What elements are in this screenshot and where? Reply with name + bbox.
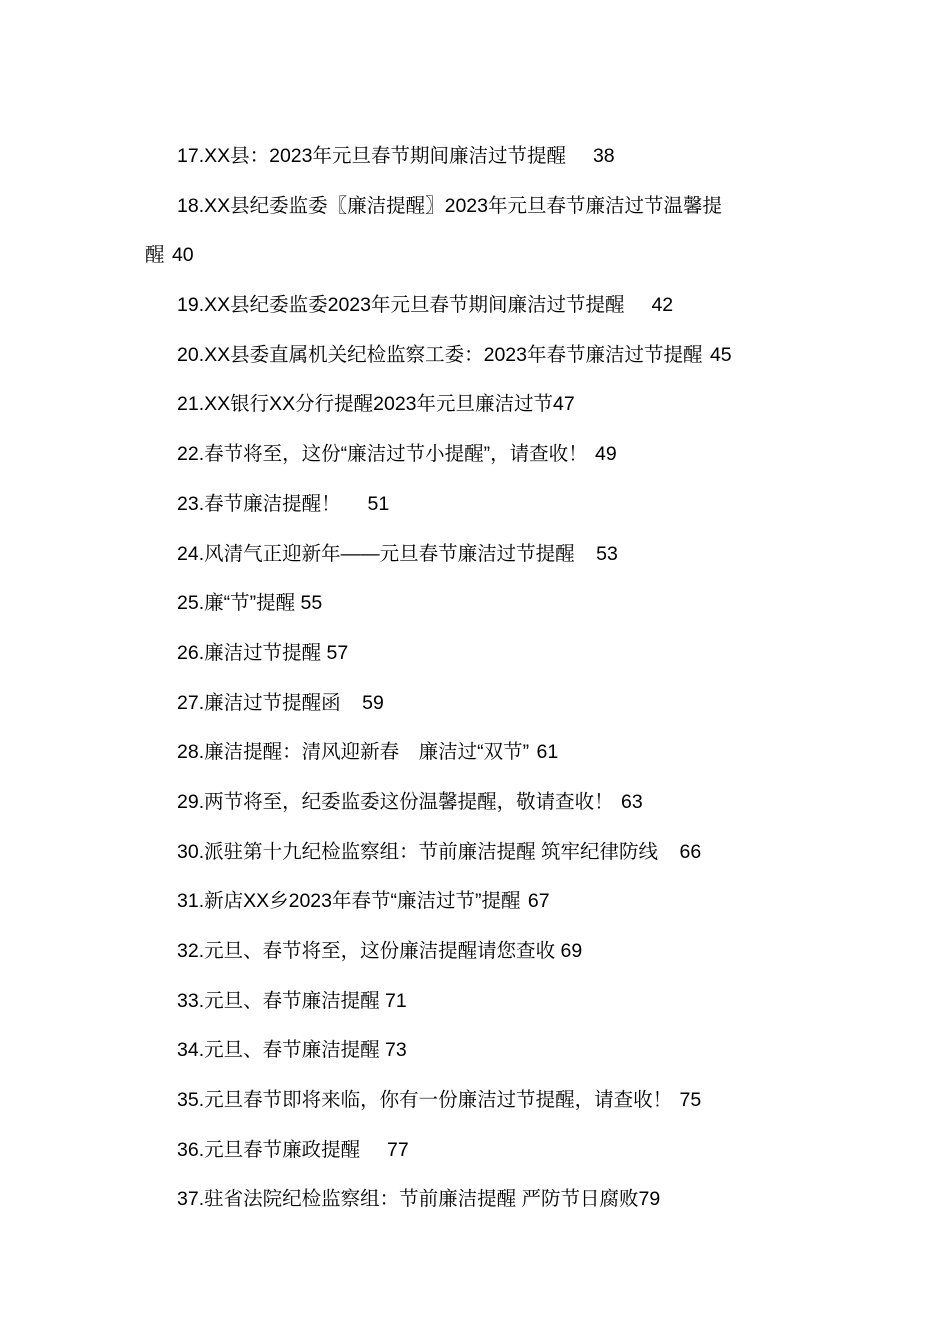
- toc-entry-title: 18.XX县纪委监委〖廉洁提醒〗2023年元旦春节廉洁过节温馨提: [177, 194, 723, 217]
- toc-entry-page: 75: [679, 1089, 702, 1112]
- toc-entry-page: 61: [536, 741, 559, 764]
- toc-entry-title: 17.XX县：2023年元旦春节期间廉洁过节提醒: [177, 145, 567, 167]
- toc-entry-26[interactable]: [145, 629, 815, 679]
- toc-entry-title: 23.春节廉洁提醒！: [177, 492, 341, 515]
- toc-entry-title: 34.元旦、春节廉洁提醒: [177, 1039, 380, 1062]
- toc-entry-31[interactable]: [145, 877, 815, 927]
- table-of-contents: [145, 132, 815, 1225]
- toc-entry-title: 33.元旦、春节廉洁提醒: [177, 989, 380, 1012]
- toc-entry-page: 53: [596, 542, 618, 565]
- toc-entry-18-continued[interactable]: [145, 231, 815, 281]
- toc-entry-title: 29.两节将至，纪委监委这份温馨提醒，敬请查收！: [177, 790, 614, 813]
- toc-entry-page: 69: [560, 940, 583, 962]
- toc-entry-28[interactable]: [145, 728, 815, 778]
- toc-entry-33[interactable]: [145, 977, 815, 1027]
- toc-entry-title: 35.元旦春节即将来临，你有一份廉洁过节提醒，请查收！: [177, 1089, 673, 1112]
- toc-entry-title: 25.廉“节”提醒: [177, 592, 296, 615]
- toc-entry-page: 77: [387, 1138, 409, 1161]
- toc-entry-36[interactable]: [145, 1126, 815, 1176]
- toc-entry-title: 醒: [145, 244, 165, 267]
- toc-entry-24[interactable]: [145, 530, 815, 580]
- toc-entry-title: 31.新店XX乡2023年春节“廉洁过节”提醒: [177, 890, 521, 913]
- toc-entry-page: 45: [709, 343, 732, 366]
- toc-entry-30[interactable]: [145, 828, 815, 878]
- toc-entry-27[interactable]: [145, 679, 815, 729]
- toc-entry-page: 73: [385, 1039, 407, 1062]
- toc-entry-23[interactable]: [145, 480, 815, 530]
- toc-entry-title: 28.廉洁提醒：清风迎新春 廉洁过“双节”: [177, 741, 530, 764]
- toc-entry-title: 36.元旦春节廉政提醒: [177, 1138, 361, 1161]
- toc-entry-page: 49: [595, 443, 617, 466]
- toc-entry-17[interactable]: [145, 132, 815, 182]
- toc-entry-page: 66: [679, 840, 702, 863]
- toc-entry-37[interactable]: [145, 1175, 815, 1225]
- toc-entry-page: 71: [385, 989, 407, 1012]
- toc-entry-35[interactable]: [145, 1076, 815, 1126]
- toc-entry-page: 57: [326, 641, 349, 664]
- toc-entry-22[interactable]: [145, 430, 815, 480]
- toc-entry-page: 47: [553, 393, 575, 416]
- toc-entry-title: 26.廉洁过节提醒: [177, 641, 322, 664]
- toc-entry-title: 21.XX银行XX分行提醒2023年元旦廉洁过节: [177, 393, 554, 416]
- toc-entry-page: 79: [638, 1188, 661, 1211]
- toc-entry-32[interactable]: [145, 927, 815, 977]
- toc-entry-21[interactable]: [145, 380, 815, 430]
- toc-entry-page: 67: [527, 890, 550, 913]
- toc-entry-title: 32.元旦、春节将至，这份廉洁提醒请您查收: [177, 940, 556, 962]
- toc-entry-page: 63: [621, 790, 643, 813]
- toc-entry-page: 55: [300, 592, 323, 615]
- toc-entry-title: 37.驻省法院纪检监察组：节前廉洁提醒 严防节日腐败: [177, 1188, 639, 1211]
- toc-entry-page: 59: [362, 691, 384, 714]
- toc-entry-29[interactable]: [145, 778, 815, 828]
- toc-entry-page: 51: [367, 492, 390, 515]
- toc-entry-title: 20.XX县委直属机关纪检监察工委：2023年春节廉洁过节提醒: [177, 343, 703, 366]
- toc-entry-page: 38: [592, 145, 615, 167]
- toc-entry-18[interactable]: [145, 182, 815, 232]
- toc-entry-page: 42: [651, 294, 674, 317]
- toc-entry-title: 30.派驻第十九纪检监察组：节前廉洁提醒 筑牢纪律防线: [177, 840, 659, 863]
- toc-entry-20[interactable]: [145, 331, 815, 381]
- toc-entry-25[interactable]: [145, 579, 815, 629]
- toc-entry-page: 40: [171, 244, 194, 267]
- toc-entry-title: 24.风清气正迎新年——元旦春节廉洁过节提醒: [177, 542, 575, 565]
- toc-entry-34[interactable]: [145, 1026, 815, 1076]
- toc-entry-title: 22.春节将至，这份“廉洁过节小提醒”，请查收！: [177, 443, 588, 466]
- toc-entry-title: 27.廉洁过节提醒函: [177, 691, 341, 714]
- toc-entry-title: 19.XX县纪委监委2023年元旦春节期间廉洁过节提醒: [177, 294, 625, 317]
- toc-entry-19[interactable]: [145, 281, 815, 331]
